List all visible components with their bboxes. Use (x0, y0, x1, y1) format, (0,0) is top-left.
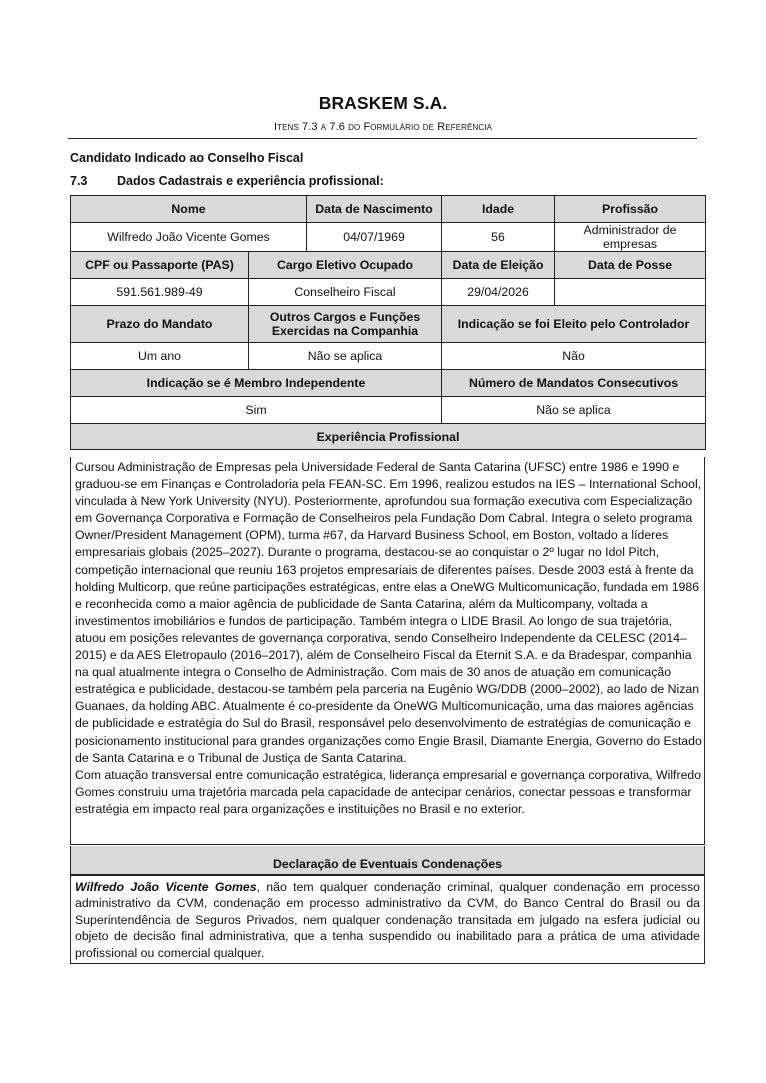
header-mandatos-consecutivos: Número de Mandatos Consecutivos (442, 370, 706, 397)
value-prazo-mandato: Um ano (71, 343, 249, 370)
value-profissao: Administrador de empresas (555, 223, 706, 252)
experience-section (70, 457, 705, 845)
value-outros-cargos: Não se aplica (249, 343, 442, 370)
header-prazo-mandato: Prazo do Mandato (71, 306, 249, 343)
value-data-nascimento: 04/07/1969 (307, 223, 442, 252)
header-outros-cargos: Outros Cargos e Funções Exercidas na Companhia (249, 306, 442, 343)
experience-paragraph-2: Com atuação transversal entre comunicação estratégica, liderança empresarial e governança corporativa, Wilfredo Gomes construiu uma trajetória marcada pela capacidade de antecipar cenários, conectar pessoas e transformar estratégia em impacto real para organizações e instituições no Brasil e no exterior. (75, 767, 702, 816)
header-data-nascimento: Data de Nascimento (307, 196, 442, 223)
value-data-eleicao: 29/04/2026 (442, 279, 555, 306)
value-idade: 56 (442, 223, 555, 252)
value-cargo-eletivo: Conselheiro Fiscal (249, 279, 442, 306)
section-title: Dados Cadastrais e experiência profissional: (117, 174, 384, 188)
value-mandatos-consecutivos: Não se aplica (442, 397, 706, 424)
header-eleito-controlador: Indicação se foi Eleito pelo Controlador (442, 306, 706, 343)
candidate-heading: Candidato Indicado ao Conselho Fiscal (70, 151, 304, 165)
experience-paragraph-1: Cursou Administração de Empresas pela Universidade Federal de Santa Catarina (UFSC) entre 1986 e 1990 e graduou-se em Finanças e Controladoria pela FEAN-SC. Em 1996, realizou estudos na IES – International School, vinculada à New York University (NYU). Posteriormente, aprofundou sua formação executiva com Especialização em Governança Corporativa e Formação de Conselheiros pela Fundação Dom Cabral. Integra o seleto programa Owner/President Management (OPM), turma #67, da Harvard Business School, em Boston, voltado a líderes empresariais globais (2025–2027). Durante o programa, destacou-se ao conquistar o 2º lugar no Idol Pitch, competição internacional que reuniu 163 projetos empresariais de diferentes países. Desde 2003 está à frente da holding Multicorp, que reúne participações estratégicas, entre elas a OneWG Multicomunicação, fundada em 1986 e reconhecida como a maior agência de publicidade de Santa Catarina, além da Multicompany, voltada a investimentos imobiliários e fundos de participação. Também integra o LIDE Brasil. Ao longo de sua trajetória, atuou em posições relevantes de governança corporativa, sendo Conselheiro Independente da CELESC (2014–2015) e da AES Eletropaulo (2016–2017), além de Conselheiro Fiscal da Eternit S.A. e da Bradespar, companhia na qual atualmente integra o Conselho de Administração. Com mais de 30 anos de atuação em comunicação estratégica e publicidade, destacou-se também pela parceria na Eugênio WG/DDB (2000–2002), ao lado de Nizan Guanaes, da holding ABC. Atualmente é co-presidente da OneWG Multicomunicação, uma das maiores agências de publicidade e estratégia do Sul do Brasil, responsável pelo desenvolvimento de estratégias de comunicação e posicionamento institucional para grandes organizações como Engie Brasil, Diamante Energia, Governo do Estado de Santa Catarina e o Tribunal de Justiça de Santa Catarina. (75, 460, 702, 765)
company-title: BRASKEM S.A. (318, 93, 448, 113)
header-cargo-eletivo: Cargo Eletivo Ocupado (249, 252, 442, 279)
declaration-name: Wilfredo João Vicente Gomes (75, 880, 257, 894)
experience-text (75, 459, 703, 818)
declaration-section (70, 875, 705, 964)
header-cpf: CPF ou Passaporte (PAS) (71, 252, 249, 279)
value-eleito-controlador: Não (442, 343, 706, 370)
value-data-posse (555, 279, 706, 306)
value-cpf: 591.561.989-49 (71, 279, 249, 306)
header-idade: Idade (442, 196, 555, 223)
header-divider (68, 138, 697, 139)
declaration-text (75, 879, 700, 961)
header-profissao: Profissão (555, 196, 706, 223)
declaration-header: Declaração de Eventuais Condenações (70, 846, 705, 875)
header-experiencia: Experiência Profissional (71, 424, 706, 450)
section-heading (70, 174, 384, 188)
header-nome: Nome (71, 196, 307, 223)
document-subtitle: Itens 7.3 a 7.6 do Formulário de Referência (273, 121, 492, 133)
candidate-data-table (70, 195, 706, 450)
value-nome: Wilfredo João Vicente Gomes (71, 223, 307, 252)
section-number: 7.3 (70, 174, 88, 188)
header-data-eleicao: Data de Eleição (442, 252, 555, 279)
header-data-posse: Data de Posse (555, 252, 706, 279)
declaration-statement: , não tem qualquer condenação criminal, qualquer condenação em processo administrativo da CVM, condenação em processo administrativo da CVM, do Banco Central do Brasil ou da Superintendência de Seguros Privados, nem qualquer condenação transitada em julgado na esfera judicial ou objeto de decisão final administrativa, que a tenha suspendido ou inabilitado para a prática de uma atividade profissional ou comercial qualquer. (75, 880, 700, 960)
header-membro-independente: Indicação se é Membro Independente (71, 370, 442, 397)
value-membro-independente: Sim (71, 397, 442, 424)
